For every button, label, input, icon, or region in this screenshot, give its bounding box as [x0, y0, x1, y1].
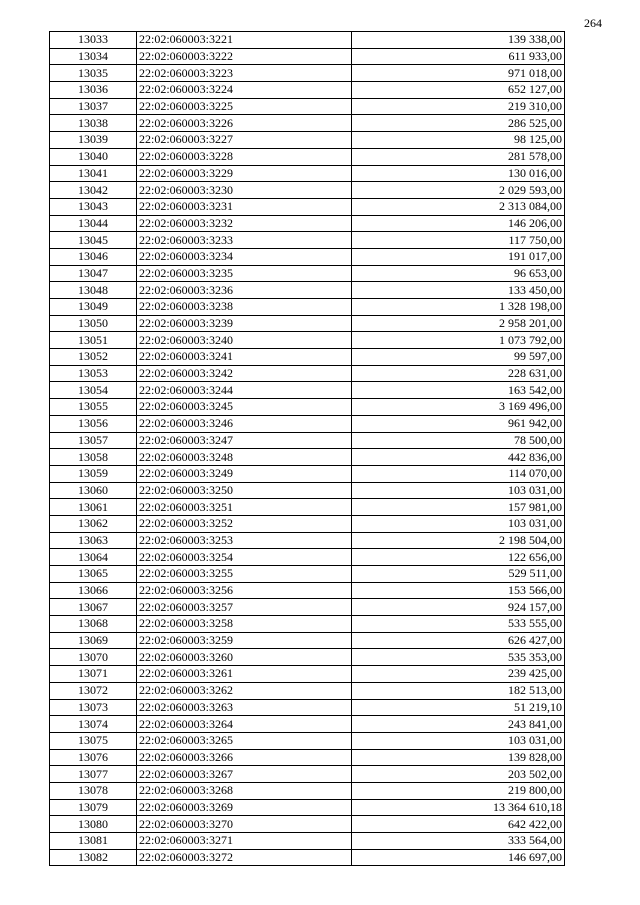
cadastral-number-cell: 22:02:060003:3266	[137, 749, 352, 766]
row-number-cell: 13071	[50, 666, 137, 683]
cadastral-number-cell: 22:02:060003:3233	[137, 232, 352, 249]
cadastral-value-cell: 139 828,00	[352, 749, 565, 766]
cadastral-number-cell: 22:02:060003:3224	[137, 82, 352, 99]
cadastral-number-cell: 22:02:060003:3257	[137, 599, 352, 616]
cadastral-value-cell: 96 653,00	[352, 265, 565, 282]
cadastral-value-cell: 219 310,00	[352, 98, 565, 115]
cadastral-value-cell: 535 353,00	[352, 649, 565, 666]
cadastral-number-cell: 22:02:060003:3235	[137, 265, 352, 282]
table-row	[50, 632, 565, 649]
cadastral-value-cell: 78 500,00	[352, 432, 565, 449]
cadastral-value-cell: 114 070,00	[352, 465, 565, 482]
cadastral-value-cell: 51 219,10	[352, 699, 565, 716]
row-number-cell: 13041	[50, 165, 137, 182]
table-row	[50, 365, 565, 382]
cadastral-value-cell: 146 697,00	[352, 849, 565, 866]
cadastral-number-cell: 22:02:060003:3256	[137, 582, 352, 599]
cadastral-number-cell: 22:02:060003:3270	[137, 816, 352, 833]
cadastral-value-cell: 924 157,00	[352, 599, 565, 616]
cadastral-number-cell: 22:02:060003:3221	[137, 32, 352, 49]
cadastral-number-cell: 22:02:060003:3255	[137, 566, 352, 583]
row-number-cell: 13058	[50, 449, 137, 466]
table-row	[50, 215, 565, 232]
row-number-cell: 13045	[50, 232, 137, 249]
table-body	[50, 32, 565, 866]
row-number-cell: 13070	[50, 649, 137, 666]
row-number-cell: 13064	[50, 549, 137, 566]
cadastral-value-cell: 642 422,00	[352, 816, 565, 833]
table-row	[50, 148, 565, 165]
cadastral-value-table	[49, 31, 565, 866]
table-row	[50, 566, 565, 583]
cadastral-value-cell: 529 511,00	[352, 566, 565, 583]
row-number-cell: 13048	[50, 282, 137, 299]
table-row	[50, 282, 565, 299]
row-number-cell: 13066	[50, 582, 137, 599]
table-row	[50, 699, 565, 716]
cadastral-number-cell: 22:02:060003:3225	[137, 98, 352, 115]
row-number-cell: 13035	[50, 65, 137, 82]
table-row	[50, 115, 565, 132]
table-row	[50, 599, 565, 616]
cadastral-number-cell: 22:02:060003:3241	[137, 349, 352, 366]
table-row	[50, 766, 565, 783]
cadastral-value-cell: 122 656,00	[352, 549, 565, 566]
row-number-cell: 13067	[50, 599, 137, 616]
table-row	[50, 666, 565, 683]
cadastral-value-cell: 3 169 496,00	[352, 399, 565, 416]
table-row	[50, 499, 565, 516]
cadastral-number-cell: 22:02:060003:3231	[137, 198, 352, 215]
cadastral-value-cell: 191 017,00	[352, 248, 565, 265]
table-row	[50, 849, 565, 866]
cadastral-number-cell: 22:02:060003:3248	[137, 449, 352, 466]
cadastral-number-cell: 22:02:060003:3226	[137, 115, 352, 132]
row-number-cell: 13052	[50, 349, 137, 366]
cadastral-value-cell: 652 127,00	[352, 82, 565, 99]
table-row	[50, 32, 565, 49]
row-number-cell: 13063	[50, 532, 137, 549]
cadastral-value-cell: 286 525,00	[352, 115, 565, 132]
cadastral-value-cell: 228 631,00	[352, 365, 565, 382]
cadastral-value-cell: 2 029 593,00	[352, 182, 565, 199]
cadastral-number-cell: 22:02:060003:3272	[137, 849, 352, 866]
row-number-cell: 13074	[50, 716, 137, 733]
row-number-cell: 13051	[50, 332, 137, 349]
row-number-cell: 13036	[50, 82, 137, 99]
cadastral-number-cell: 22:02:060003:3261	[137, 666, 352, 683]
cadastral-number-cell: 22:02:060003:3250	[137, 482, 352, 499]
cadastral-number-cell: 22:02:060003:3230	[137, 182, 352, 199]
cadastral-number-cell: 22:02:060003:3249	[137, 465, 352, 482]
cadastral-value-cell: 626 427,00	[352, 632, 565, 649]
table-row	[50, 816, 565, 833]
table-row	[50, 716, 565, 733]
cadastral-number-cell: 22:02:060003:3267	[137, 766, 352, 783]
cadastral-value-cell: 146 206,00	[352, 215, 565, 232]
table-row	[50, 65, 565, 82]
cadastral-value-cell: 219 800,00	[352, 782, 565, 799]
row-number-cell: 13034	[50, 48, 137, 65]
row-number-cell: 13065	[50, 566, 137, 583]
table-row	[50, 232, 565, 249]
cadastral-number-cell: 22:02:060003:3228	[137, 148, 352, 165]
table-row	[50, 449, 565, 466]
cadastral-number-cell: 22:02:060003:3234	[137, 248, 352, 265]
table-row	[50, 749, 565, 766]
row-number-cell: 13057	[50, 432, 137, 449]
table-row	[50, 198, 565, 215]
table-row	[50, 82, 565, 99]
cadastral-number-cell: 22:02:060003:3271	[137, 833, 352, 850]
cadastral-value-cell: 117 750,00	[352, 232, 565, 249]
cadastral-number-cell: 22:02:060003:3260	[137, 649, 352, 666]
cadastral-value-cell: 442 836,00	[352, 449, 565, 466]
table-row	[50, 299, 565, 316]
table-row	[50, 132, 565, 149]
row-number-cell: 13038	[50, 115, 137, 132]
cadastral-number-cell: 22:02:060003:3253	[137, 532, 352, 549]
table-row	[50, 432, 565, 449]
cadastral-value-cell: 2 198 504,00	[352, 532, 565, 549]
table-row	[50, 682, 565, 699]
table-row	[50, 265, 565, 282]
table-row	[50, 98, 565, 115]
row-number-cell: 13073	[50, 699, 137, 716]
cadastral-number-cell: 22:02:060003:3229	[137, 165, 352, 182]
table-row	[50, 549, 565, 566]
table-row	[50, 48, 565, 65]
row-number-cell: 13050	[50, 315, 137, 332]
row-number-cell: 13075	[50, 732, 137, 749]
cadastral-number-cell: 22:02:060003:3236	[137, 282, 352, 299]
table-row	[50, 582, 565, 599]
table-row	[50, 532, 565, 549]
table-row	[50, 332, 565, 349]
cadastral-number-cell: 22:02:060003:3246	[137, 415, 352, 432]
table-row	[50, 415, 565, 432]
cadastral-value-cell: 130 016,00	[352, 165, 565, 182]
cadastral-number-cell: 22:02:060003:3244	[137, 382, 352, 399]
row-number-cell: 13069	[50, 632, 137, 649]
cadastral-value-cell: 2 958 201,00	[352, 315, 565, 332]
cadastral-value-cell: 239 425,00	[352, 666, 565, 683]
cadastral-value-cell: 103 031,00	[352, 732, 565, 749]
cadastral-value-cell: 139 338,00	[352, 32, 565, 49]
row-number-cell: 13059	[50, 465, 137, 482]
row-number-cell: 13039	[50, 132, 137, 149]
cadastral-number-cell: 22:02:060003:3232	[137, 215, 352, 232]
row-number-cell: 13047	[50, 265, 137, 282]
row-number-cell: 13076	[50, 749, 137, 766]
row-number-cell: 13060	[50, 482, 137, 499]
row-number-cell: 13040	[50, 148, 137, 165]
cadastral-value-cell: 281 578,00	[352, 148, 565, 165]
table-row	[50, 182, 565, 199]
table-row	[50, 616, 565, 633]
row-number-cell: 13054	[50, 382, 137, 399]
row-number-cell: 13053	[50, 365, 137, 382]
table-row	[50, 799, 565, 816]
row-number-cell: 13077	[50, 766, 137, 783]
cadastral-value-cell: 163 542,00	[352, 382, 565, 399]
cadastral-number-cell: 22:02:060003:3247	[137, 432, 352, 449]
table-row	[50, 732, 565, 749]
row-number-cell: 13033	[50, 32, 137, 49]
cadastral-value-cell: 153 566,00	[352, 582, 565, 599]
row-number-cell: 13049	[50, 299, 137, 316]
cadastral-number-cell: 22:02:060003:3245	[137, 399, 352, 416]
cadastral-number-cell: 22:02:060003:3258	[137, 616, 352, 633]
table-row	[50, 649, 565, 666]
row-number-cell: 13042	[50, 182, 137, 199]
row-number-cell: 13061	[50, 499, 137, 516]
cadastral-value-cell: 1 073 792,00	[352, 332, 565, 349]
cadastral-number-cell: 22:02:060003:3259	[137, 632, 352, 649]
table-row	[50, 382, 565, 399]
cadastral-number-cell: 22:02:060003:3251	[137, 499, 352, 516]
cadastral-value-cell: 157 981,00	[352, 499, 565, 516]
cadastral-number-cell: 22:02:060003:3240	[137, 332, 352, 349]
table-row	[50, 833, 565, 850]
table-row	[50, 482, 565, 499]
cadastral-number-cell: 22:02:060003:3264	[137, 716, 352, 733]
table-row	[50, 349, 565, 366]
cadastral-number-cell: 22:02:060003:3252	[137, 515, 352, 532]
cadastral-number-cell: 22:02:060003:3263	[137, 699, 352, 716]
cadastral-value-cell: 103 031,00	[352, 515, 565, 532]
row-number-cell: 13080	[50, 816, 137, 833]
row-number-cell: 13081	[50, 833, 137, 850]
cadastral-value-cell: 243 841,00	[352, 716, 565, 733]
table-row	[50, 782, 565, 799]
cadastral-number-cell: 22:02:060003:3265	[137, 732, 352, 749]
row-number-cell: 13062	[50, 515, 137, 532]
row-number-cell: 13037	[50, 98, 137, 115]
row-number-cell: 13072	[50, 682, 137, 699]
cadastral-number-cell: 22:02:060003:3254	[137, 549, 352, 566]
cadastral-number-cell: 22:02:060003:3238	[137, 299, 352, 316]
table-row	[50, 465, 565, 482]
cadastral-number-cell: 22:02:060003:3269	[137, 799, 352, 816]
row-number-cell: 13078	[50, 782, 137, 799]
table-row	[50, 248, 565, 265]
row-number-cell: 13044	[50, 215, 137, 232]
row-number-cell: 13068	[50, 616, 137, 633]
cadastral-value-cell: 961 942,00	[352, 415, 565, 432]
table-row	[50, 165, 565, 182]
cadastral-value-cell: 99 597,00	[352, 349, 565, 366]
cadastral-number-cell: 22:02:060003:3227	[137, 132, 352, 149]
cadastral-number-cell: 22:02:060003:3222	[137, 48, 352, 65]
cadastral-value-cell: 611 933,00	[352, 48, 565, 65]
cadastral-value-cell: 1 328 198,00	[352, 299, 565, 316]
cadastral-value-cell: 133 450,00	[352, 282, 565, 299]
row-number-cell: 13043	[50, 198, 137, 215]
row-number-cell: 13046	[50, 248, 137, 265]
cadastral-value-cell: 203 502,00	[352, 766, 565, 783]
cadastral-value-cell: 103 031,00	[352, 482, 565, 499]
cadastral-number-cell: 22:02:060003:3262	[137, 682, 352, 699]
row-number-cell: 13079	[50, 799, 137, 816]
table-row	[50, 315, 565, 332]
row-number-cell: 13082	[50, 849, 137, 866]
cadastral-value-cell: 971 018,00	[352, 65, 565, 82]
table-row	[50, 399, 565, 416]
row-number-cell: 13055	[50, 399, 137, 416]
cadastral-value-cell: 2 313 084,00	[352, 198, 565, 215]
cadastral-value-cell: 333 564,00	[352, 833, 565, 850]
cadastral-number-cell: 22:02:060003:3242	[137, 365, 352, 382]
cadastral-value-cell: 533 555,00	[352, 616, 565, 633]
table-row	[50, 515, 565, 532]
cadastral-value-cell: 13 364 610,18	[352, 799, 565, 816]
cadastral-value-cell: 182 513,00	[352, 682, 565, 699]
page-number: 264	[584, 16, 602, 30]
cadastral-value-cell: 98 125,00	[352, 132, 565, 149]
cadastral-number-cell: 22:02:060003:3268	[137, 782, 352, 799]
cadastral-number-cell: 22:02:060003:3239	[137, 315, 352, 332]
cadastral-number-cell: 22:02:060003:3223	[137, 65, 352, 82]
row-number-cell: 13056	[50, 415, 137, 432]
